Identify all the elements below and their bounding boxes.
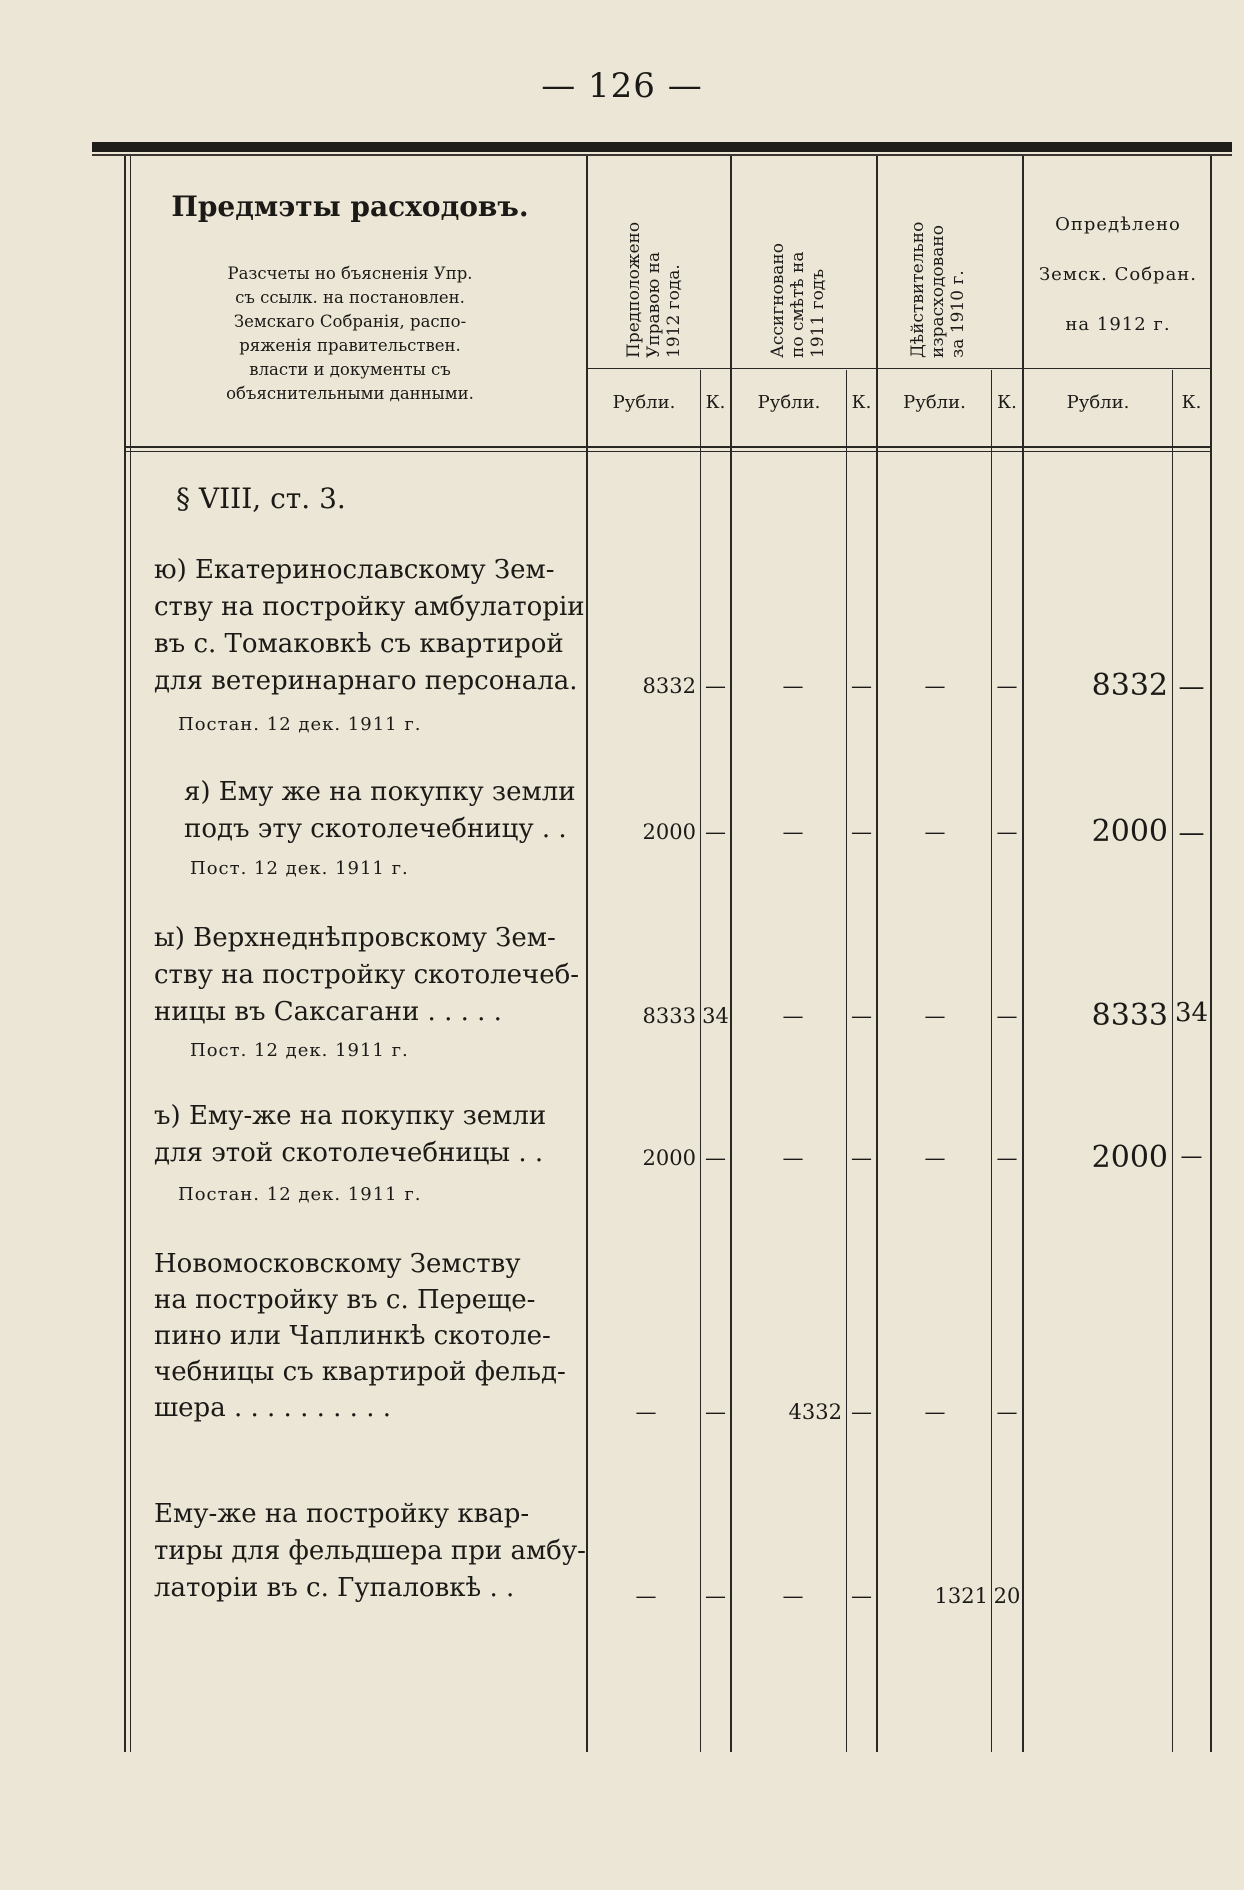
- unit-rub: Рубли.: [757, 392, 821, 413]
- unit-rub: Рубли.: [612, 392, 676, 413]
- header-proposed: Предположено Управою на 1912 года.: [624, 221, 684, 358]
- assigned-kop: —: [851, 1584, 872, 1608]
- entry-reference: Пост. 12 дек. 1911 г.: [190, 858, 409, 879]
- kop-divider-assigned: [846, 370, 847, 1752]
- assigned-rub: —: [782, 1146, 804, 1170]
- assigned-kop: —: [851, 1004, 872, 1028]
- unit-kop: К.: [997, 392, 1017, 413]
- spent-kop: —: [996, 674, 1018, 698]
- unit-row-rule: [586, 368, 1210, 369]
- final-kop: —: [1178, 818, 1205, 848]
- proposed-rub: —: [635, 1584, 657, 1608]
- proposed-kop: —: [705, 1584, 726, 1608]
- final-rub: 2000: [1091, 814, 1168, 849]
- note-line: съ ссылк. на постановлен.: [235, 288, 465, 307]
- note-line: Земскаго Собранія, распо-: [233, 312, 467, 331]
- spent-kop: —: [996, 1146, 1018, 1170]
- spent-kop: 20: [993, 1584, 1021, 1608]
- entry-text: Новомосковскому Земству на постройку въ с. Перещe- пино или Чаплинкѣ скотоле- чебницы съ квартирой фельд- шера . . . . . . . . . .: [154, 1249, 566, 1423]
- proposed-rub: 8332: [642, 674, 696, 698]
- page-number: — 126 —: [541, 66, 703, 106]
- proposed-rub: 2000: [642, 820, 696, 844]
- header-bottom-rule: [124, 446, 1212, 448]
- note-line: Разсчеты но бъясненія Упр.: [227, 264, 473, 283]
- final-rub: 8332: [1091, 668, 1168, 703]
- entry-text: ы) Верхнеднѣпровскому Зем- ству на постройку скотолечеб- ницы въ Саксагани . . . . .: [154, 923, 580, 1027]
- spent-kop: —: [996, 1400, 1018, 1424]
- final-kop: 34: [1174, 998, 1209, 1028]
- proposed-rub: 2000: [642, 1146, 696, 1170]
- final-kop: —: [1180, 1144, 1203, 1169]
- proposed-kop: —: [705, 1400, 726, 1424]
- spent-rub: —: [924, 1004, 946, 1028]
- unit-kop: К.: [705, 392, 726, 413]
- entry-reference: Пост. 12 дек. 1911 г.: [190, 1040, 409, 1061]
- spent-rub: —: [924, 674, 946, 698]
- assigned-rub: —: [782, 820, 804, 844]
- table-left-border: [124, 156, 126, 1752]
- unit-kop: К.: [1181, 392, 1202, 413]
- spent-kop: —: [996, 1004, 1018, 1028]
- entry-reference: Постан. 12 дек. 1911 г.: [178, 1184, 422, 1205]
- final-rub: 2000: [1091, 1140, 1168, 1175]
- entry-reference: Постан. 12 дек. 1911 г.: [178, 714, 422, 735]
- spent-rub: 1321: [934, 1584, 988, 1608]
- note-line: власти и документы съ: [249, 360, 451, 379]
- note-line: объяснительными данными.: [226, 384, 474, 403]
- entry-text: ю) Екатеринославскому Зем- ству на постройку амбулаторіи въ с. Томаковкѣ съ квартирой для ветеринарнаго персонала.: [154, 555, 585, 696]
- assigned-kop: —: [851, 1400, 872, 1424]
- assigned-kop: —: [851, 674, 872, 698]
- column-note: [185, 262, 515, 406]
- column-title: Предмэты расходовъ.: [171, 190, 529, 223]
- note-line: ряженія правительствен.: [239, 336, 461, 355]
- assigned-kop: —: [851, 820, 872, 844]
- final-rub: 8333: [1091, 998, 1168, 1033]
- final-kop: —: [1178, 672, 1205, 702]
- kop-divider-proposed: [700, 370, 701, 1752]
- proposed-kop: —: [705, 820, 726, 844]
- assigned-rub: 4332: [788, 1400, 842, 1424]
- kop-divider-final: [1172, 370, 1173, 1752]
- proposed-kop: 34: [702, 1004, 729, 1028]
- assigned-kop: —: [851, 1146, 872, 1170]
- assigned-rub: —: [782, 1004, 804, 1028]
- proposed-kop: —: [705, 1146, 726, 1170]
- kop-divider-spent: [991, 370, 992, 1752]
- section-heading: § VIII, ст. 3.: [176, 482, 346, 515]
- entry-text: я) Ему же на покупку земли подъ эту скотолечебницу . .: [184, 777, 576, 844]
- proposed-kop: —: [705, 674, 726, 698]
- table-right-border: [1210, 156, 1212, 1752]
- header-final: Опредѣлено Земск. Собран. на 1912 г.: [1038, 214, 1198, 335]
- header-assigned: Ассигновано по смѣтѣ на 1911 годъ: [768, 243, 828, 358]
- proposed-rub: 8333: [642, 1004, 696, 1028]
- header-spent: Дѣйствительно израсходовано за 1910 г.: [908, 221, 968, 358]
- top-rule: [92, 142, 1232, 152]
- unit-rub: Рубли.: [903, 392, 966, 413]
- spent-rub: —: [924, 1400, 946, 1424]
- assigned-rub: —: [782, 1584, 804, 1608]
- unit-kop: К.: [851, 392, 872, 413]
- proposed-rub: —: [635, 1400, 657, 1424]
- spent-rub: —: [924, 820, 946, 844]
- entry-text: Ему-же на постройку квар- тиры для фельдшера при амбу- латоріи въ с. Гупаловкѣ . .: [154, 1499, 586, 1603]
- header-bottom-rule-thin: [124, 451, 1212, 452]
- unit-rub: Рубли.: [1066, 392, 1130, 413]
- spent-kop: —: [996, 820, 1018, 844]
- table-left-border-inner: [130, 156, 131, 1752]
- spent-rub: —: [924, 1146, 946, 1170]
- assigned-rub: —: [782, 674, 804, 698]
- top-rule-thin: [92, 154, 1232, 156]
- entry-text: ъ) Ему-же на покупку земли для этой скотолечебницы . .: [154, 1101, 547, 1168]
